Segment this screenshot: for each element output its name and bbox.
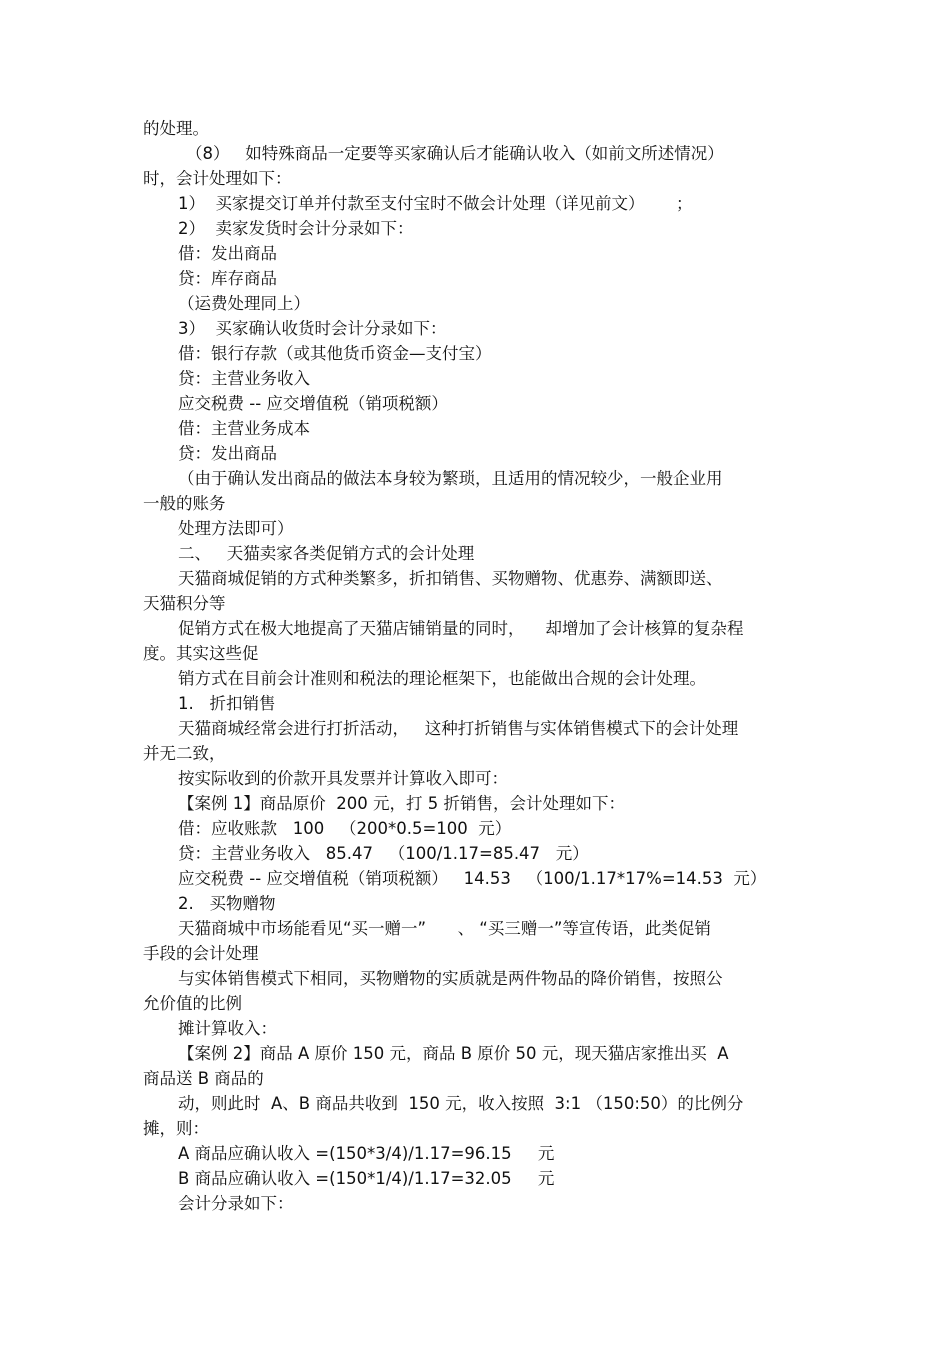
text-line: 贷：库存商品 <box>178 269 277 288</box>
text-line: 天猫积分等 <box>143 594 226 613</box>
text-line: 商品送 B 商品的 <box>143 1069 264 1088</box>
text-line: 会计分录如下： <box>178 1194 294 1213</box>
text-line: 借：银行存款（或其他货币资金—支付宝） <box>178 344 492 363</box>
text-line: （由于确认发出商品的做法本身较为繁琐，且适用的情况较少，一般企业用 <box>178 469 723 488</box>
text-line: 度。其实这些促 <box>143 644 259 663</box>
text-line: 并无二致， <box>143 744 226 763</box>
text-line: 天猫商城经常会进行打折活动， 这种打折销售与实体销售模式下的会计处理 <box>178 719 739 738</box>
text-line: 手段的会计处理 <box>143 944 259 963</box>
text-line: 2） 卖家发货时会计分录如下： <box>178 219 414 238</box>
text-line: 与实体销售模式下相同，买物赠物的实质就是两件物品的降价销售，按照公 <box>178 969 723 988</box>
text-line: 动，则此时 A、B 商品共收到 150 元，收入按照 3:1 （150:50）的比例分 <box>178 1094 744 1113</box>
subsection-heading: 2. 买物赠物 <box>178 894 276 913</box>
text-line: 促销方式在极大地提高了天猫店铺销量的同时， 却增加了会计核算的复杂程 <box>178 619 744 638</box>
text-line: 借：发出商品 <box>178 244 277 263</box>
text-line: A 商品应确认收入 =(150*3/4)/1.17=96.15 元 <box>178 1144 555 1163</box>
text-line: 借：主营业务成本 <box>178 419 310 438</box>
text-line: 按实际收到的价款开具发票并计算收入即可： <box>178 769 508 788</box>
text-line: 应交税费 -- 应交增值税（销项税额） 14.53 （100/1.17*17%=14.53 元） <box>178 869 767 888</box>
subsection-heading: 1. 折扣销售 <box>178 694 276 713</box>
text-line: 允价值的比例 <box>143 994 242 1013</box>
section-heading: 二、 天猫卖家各类促销方式的会计处理 <box>178 544 475 563</box>
text-line: 【案例 2】商品 A 原价 150 元，商品 B 原价 50 元，现天猫店家推出买 A <box>178 1044 729 1063</box>
text-line: 天猫商城中市场能看见“买一赠一” 、 “买三赠一”等宣传语，此类促销 <box>178 919 711 938</box>
text-line: 借：应收账款 100 （200*0.5=100 元） <box>178 819 512 838</box>
text-line: 摊计算收入： <box>178 1019 277 1038</box>
text-line: 摊，则： <box>143 1119 209 1138</box>
text-line: 1） 买家提交订单并付款至支付宝时不做会计处理（详见前文） ； <box>178 194 693 213</box>
text-line: 时，会计处理如下： <box>143 169 292 188</box>
text-line: 贷：主营业务收入 85.47 （100/1.17=85.47 元） <box>178 844 589 863</box>
text-line: 销方式在目前会计准则和税法的理论框架下，也能做出合规的会计处理。 <box>178 669 706 688</box>
text-line: 应交税费 -- 应交增值税（销项税额） <box>178 394 448 413</box>
text-line: B 商品应确认收入 =(150*1/4)/1.17=32.05 元 <box>178 1169 555 1188</box>
text-line: 3） 买家确认收货时会计分录如下： <box>178 319 447 338</box>
text-line: 【案例 1】商品原价 200 元，打 5 折销售，会计处理如下： <box>178 794 625 813</box>
text-line: 天猫商城促销的方式种类繁多，折扣销售、买物赠物、优惠券、满额即送、 <box>178 569 723 588</box>
text-line: 贷：主营业务收入 <box>178 369 310 388</box>
text-line: （8） 如特殊商品一定要等买家确认后才能确认收入（如前文所述情况） <box>186 144 724 163</box>
text-line: 处理方法即可） <box>178 519 294 538</box>
text-line: （运费处理同上） <box>178 294 310 313</box>
text-line: 贷：发出商品 <box>178 444 277 463</box>
text-line: 一般的账务 <box>143 494 226 513</box>
text-line: 的处理。 <box>143 119 209 138</box>
